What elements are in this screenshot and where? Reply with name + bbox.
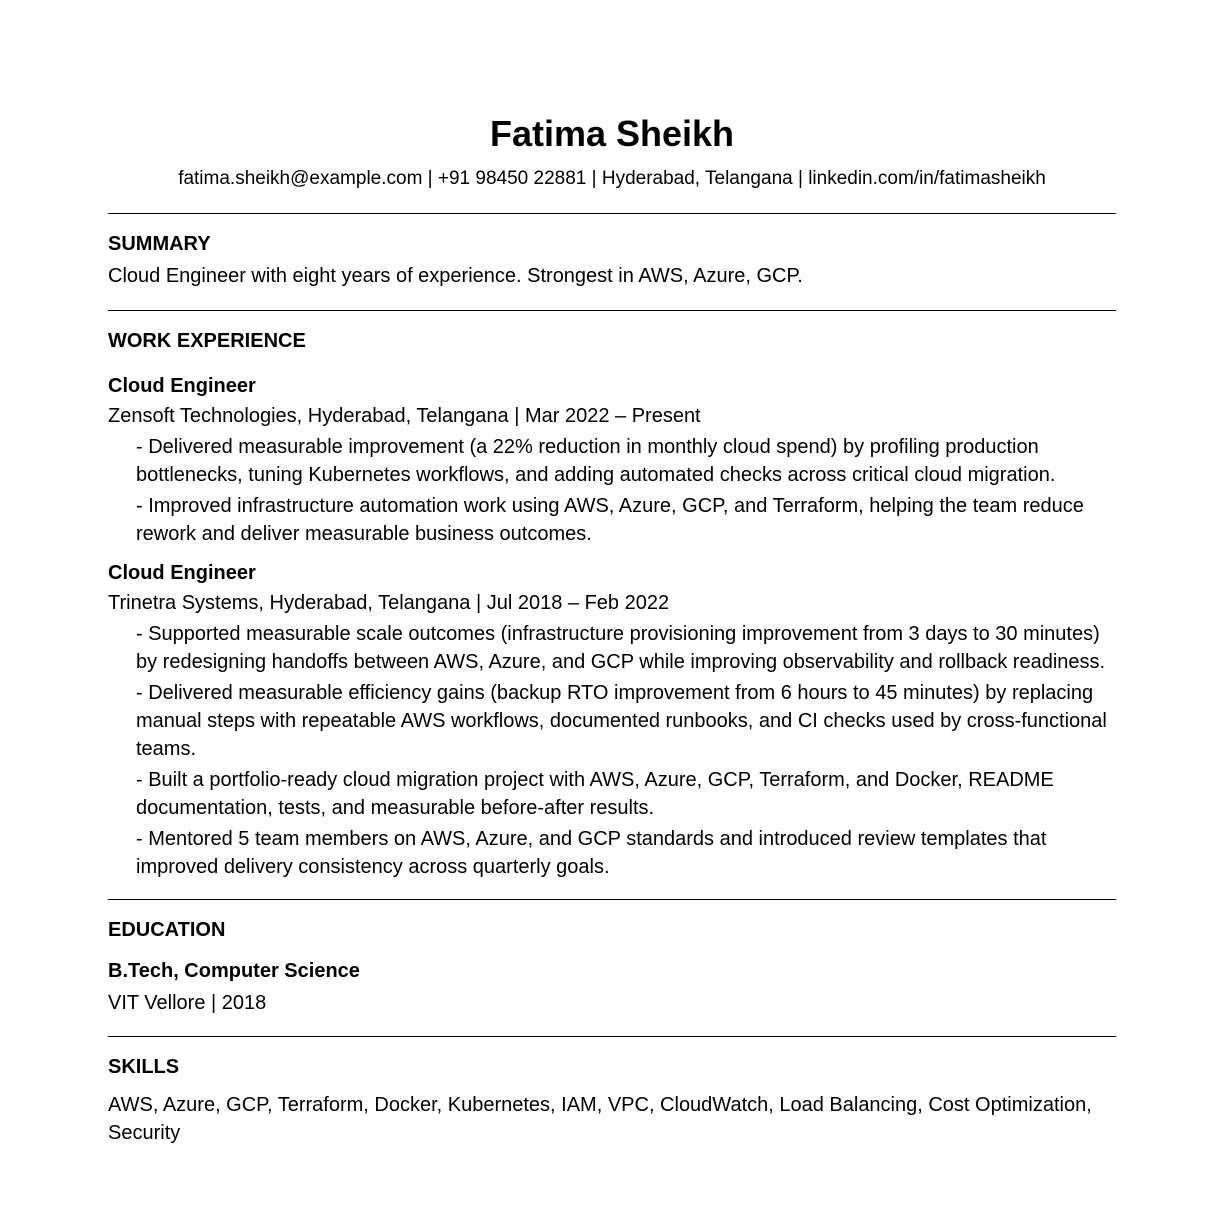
job-bullet: - Built a portfolio-ready cloud migration project with AWS, Azure, GCP, Terraform, and Docker, README documentation, tests, and measurable before-after results. (136, 769, 1054, 819)
job-company-dates: Trinetra Systems, Hyderabad, Telangana | Jul 2018 – Feb 2022 (108, 592, 670, 614)
job-title: Cloud Engineer (108, 375, 256, 397)
experience-heading: WORK EXPERIENCE (108, 330, 306, 352)
school-year: VIT Vellore | 2018 (108, 992, 267, 1014)
section-divider (108, 310, 1116, 311)
job-bullet: - Improved infrastructure automation work using AWS, Azure, GCP, and Terraform, helping the team reduce rework and deliver measurable business outcomes. (136, 495, 1084, 545)
candidate-name: Fatima Sheikh (489, 113, 735, 154)
job-entry (108, 373, 1116, 548)
summary-section (108, 232, 1116, 290)
job-entry (108, 560, 1116, 881)
job-bullet: - Supported measurable scale outcomes (infrastructure provisioning improvement from 3 days to 30 minutes) by redesigning handoffs between AWS, Azure, and GCP while improving observability and rollback readiness. (136, 623, 1106, 673)
contact-line: fatima.sheikh@example.com | +91 98450 22881 | Hyderabad, Telangana | linkedin.com/in/fatimasheikh (178, 168, 1046, 189)
skills-section (108, 1055, 1116, 1147)
job-bullet: - Mentored 5 team members on AWS, Azure, and GCP standards and introduced review templates that improved delivery consistency across quarterly goals. (136, 828, 1047, 878)
summary-text: Cloud Engineer with eight years of experience. Strongest in AWS, Azure, GCP. (108, 265, 803, 287)
job-company-dates: Zensoft Technologies, Hyderabad, Telangana | Mar 2022 – Present (108, 405, 701, 427)
education-heading: EDUCATION (108, 919, 226, 941)
job-bullet: - Delivered measurable efficiency gains (backup RTO improvement from 6 hours to 45 minutes) by replacing manual steps with repeatable AWS workflows, documented runbooks, and CI checks used by cross-functional teams. (136, 682, 1107, 760)
job-bullets (108, 433, 1116, 548)
job-title: Cloud Engineer (108, 562, 256, 584)
summary-heading: SUMMARY (108, 233, 211, 255)
job-bullet: - Delivered measurable improvement (a 22% reduction in monthly cloud spend) by profiling production bottlenecks, tuning Kubernetes workflows, and adding automated checks across critical cloud migration. (136, 436, 1056, 486)
section-divider (108, 1036, 1116, 1037)
education-section (108, 918, 1116, 1016)
section-divider (108, 213, 1116, 214)
experience-section (108, 329, 1116, 881)
job-bullets (108, 620, 1116, 881)
section-divider (108, 899, 1116, 900)
skills-heading: SKILLS (108, 1056, 180, 1078)
skills-list: AWS, Azure, GCP, Terraform, Docker, Kubernetes, IAM, VPC, CloudWatch, Load Balancing, Cost Optimization, Security (108, 1094, 1092, 1144)
degree-title: B.Tech, Computer Science (108, 960, 360, 982)
